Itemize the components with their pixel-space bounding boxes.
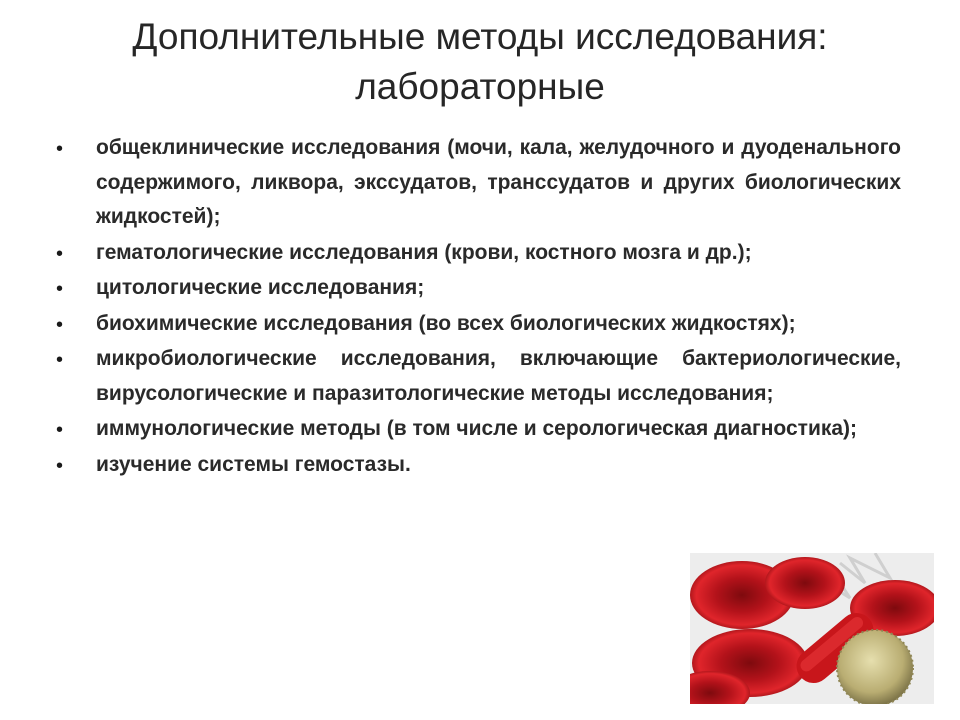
- bullet-icon: •: [56, 278, 64, 300]
- list-item: [56, 412, 901, 447]
- bullet-icon: •: [56, 419, 64, 441]
- list-item-text: гематологические исследования (крови, костного мозга и др.);: [96, 240, 752, 264]
- list-item-text: биохимические исследования (во всех биологических жидкостях);: [96, 311, 796, 335]
- list-item-text: цитологические исследования;: [96, 276, 425, 299]
- title-line-2: лабораторные: [355, 66, 605, 107]
- list-item: [56, 307, 901, 342]
- list-item-text: иммунологические методы (в том числе и серологическая диагностика);: [96, 417, 858, 440]
- bullet-icon: •: [56, 313, 64, 336]
- list-item: [56, 448, 901, 483]
- list-item-text: микробиологические исследования, включающие бактериологические, вирусологические и паразитологические методы исследования;: [96, 347, 901, 405]
- slide-title: [40, 12, 920, 112]
- list-item: [56, 342, 901, 411]
- bullet-icon: •: [56, 138, 64, 160]
- bullet-icon: •: [56, 454, 64, 477]
- list-item: [56, 271, 901, 306]
- bullet-icon: •: [56, 349, 64, 371]
- blood-cells-image: [690, 553, 934, 704]
- list-item: [56, 236, 901, 271]
- list-item: [56, 131, 901, 235]
- list-item-text: изучение системы гемостазы.: [96, 452, 411, 476]
- leukocyte-shape: [837, 630, 913, 704]
- title-line-1: Дополнительные методы исследования:: [132, 16, 828, 57]
- list-item-text: общеклинические исследования (мочи, кала, желудочного и дуоденального содержимого, ликвора, экссудатов, транссудатов и других биологических жидкостей);: [96, 136, 901, 228]
- blood-cells-icon: [690, 553, 934, 704]
- methods-list: [56, 131, 901, 483]
- bullet-icon: •: [56, 242, 64, 265]
